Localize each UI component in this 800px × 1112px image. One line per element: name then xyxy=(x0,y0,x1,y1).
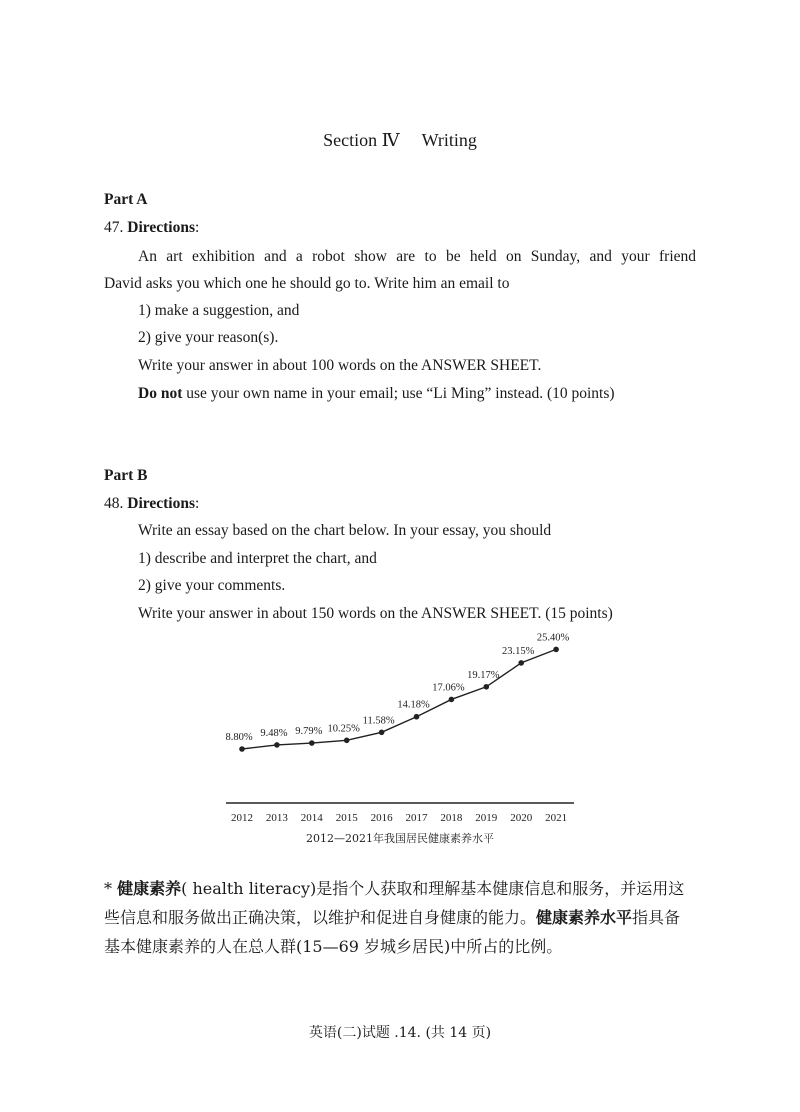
part-b-intro: Write an essay based on the chart below. In your essay, you should xyxy=(138,522,552,539)
footnote-term-en: ( health literacy) xyxy=(181,879,317,898)
data-label-2021: 25.40% xyxy=(536,632,570,644)
data-label-2016: 11.58% xyxy=(362,715,395,727)
part-b-item-1: 1) describe and interpret the chart, and xyxy=(138,550,377,567)
data-point-2020 xyxy=(518,660,524,666)
do-not-rest: use your own name in your email; use “Li Ming” instead. (10 points) xyxy=(182,385,615,402)
x-tick-label-2021: 2021 xyxy=(545,812,568,824)
section-title xyxy=(0,130,800,151)
question-48-header xyxy=(104,494,199,514)
x-tick-label-2012: 2012 xyxy=(231,812,253,824)
data-label-2020: 23.15% xyxy=(502,645,535,657)
section-number: Section Ⅳ xyxy=(323,130,400,150)
footnote-star: * xyxy=(104,879,118,898)
part-a-intro-line1: An art exhibition and a robot show are to be held on Sunday, and your friend xyxy=(138,248,696,265)
part-a-intro xyxy=(104,243,696,297)
footnote xyxy=(104,874,696,961)
question-number: 47. xyxy=(104,219,124,236)
part-a-item-2: 2) give your reason(s). xyxy=(138,329,279,346)
x-tick-label-2015: 2015 xyxy=(335,812,358,824)
x-tick-label-2013: 2013 xyxy=(265,812,288,824)
section-name: Writing xyxy=(421,130,477,150)
health-literacy-line-chart xyxy=(220,625,590,855)
data-label-2012: 8.80% xyxy=(225,732,253,743)
footnote-definition: 是指个人获取和理解基本健康信息和服务，并运用这些信息和服务做出正确决策，以维护和促进自身健康的能力。 xyxy=(104,879,685,927)
data-point-2016 xyxy=(379,730,385,736)
question-47-header xyxy=(104,218,199,238)
x-tick-label-2014: 2014 xyxy=(300,812,323,824)
chart-title: 2012—2021年我国居民健康素养水平 xyxy=(306,832,494,845)
data-label-2014: 9.79% xyxy=(295,726,323,738)
part-a-heading: Part A xyxy=(104,191,148,208)
directions-colon: : xyxy=(194,219,200,236)
data-point-2012 xyxy=(239,746,245,752)
directions-label: Directions xyxy=(127,219,195,236)
directions-label: Directions xyxy=(127,495,195,512)
part-a-instruction: Write your answer in about 100 words on the ANSWER SHEET. xyxy=(138,357,542,374)
data-point-2018 xyxy=(449,697,455,703)
data-label-2019: 19.17% xyxy=(467,669,500,681)
x-tick-label-2018: 2018 xyxy=(440,812,463,824)
x-tick-label-2016: 2016 xyxy=(370,812,393,824)
x-tick-label-2017: 2017 xyxy=(405,812,428,824)
data-point-2014 xyxy=(309,740,315,746)
part-a-intro-line2: David asks you which one he should go to. Write him an email to xyxy=(104,275,510,292)
directions-colon: : xyxy=(194,495,200,512)
footnote-term: 健康素养 xyxy=(117,879,182,898)
data-point-2017 xyxy=(414,714,420,720)
question-number: 48. xyxy=(104,495,124,512)
data-point-2013 xyxy=(274,742,280,748)
data-point-2019 xyxy=(484,684,490,690)
data-label-2015: 10.25% xyxy=(327,723,360,735)
data-point-2021 xyxy=(553,647,559,653)
part-b-item-2: 2) give your comments. xyxy=(138,577,286,594)
page-footer: 英语(二)试题 .14. (共 14 页) xyxy=(308,1025,492,1041)
x-tick-label-2020: 2020 xyxy=(510,812,533,824)
footnote-term-2: 健康素养水平 xyxy=(536,908,633,927)
part-a-item-1: 1) make a suggestion, and xyxy=(138,302,300,319)
x-tick-label-2019: 2019 xyxy=(475,812,498,824)
data-point-2015 xyxy=(344,738,350,744)
data-label-2018: 17.06% xyxy=(432,682,465,694)
footnote-definition-2: 指具备基本健康素养的人在总人群(15—69 岁城乡居民)中所占的比例。 xyxy=(104,908,681,956)
data-label-2013: 9.48% xyxy=(260,727,288,739)
part-a-notice xyxy=(138,384,615,404)
data-label-2017: 14.18% xyxy=(397,699,430,711)
do-not-label: Do not xyxy=(138,385,183,402)
part-b-heading: Part B xyxy=(104,467,148,484)
part-b-instruction: Write your answer in about 150 words on the ANSWER SHEET. (15 points) xyxy=(138,605,613,622)
